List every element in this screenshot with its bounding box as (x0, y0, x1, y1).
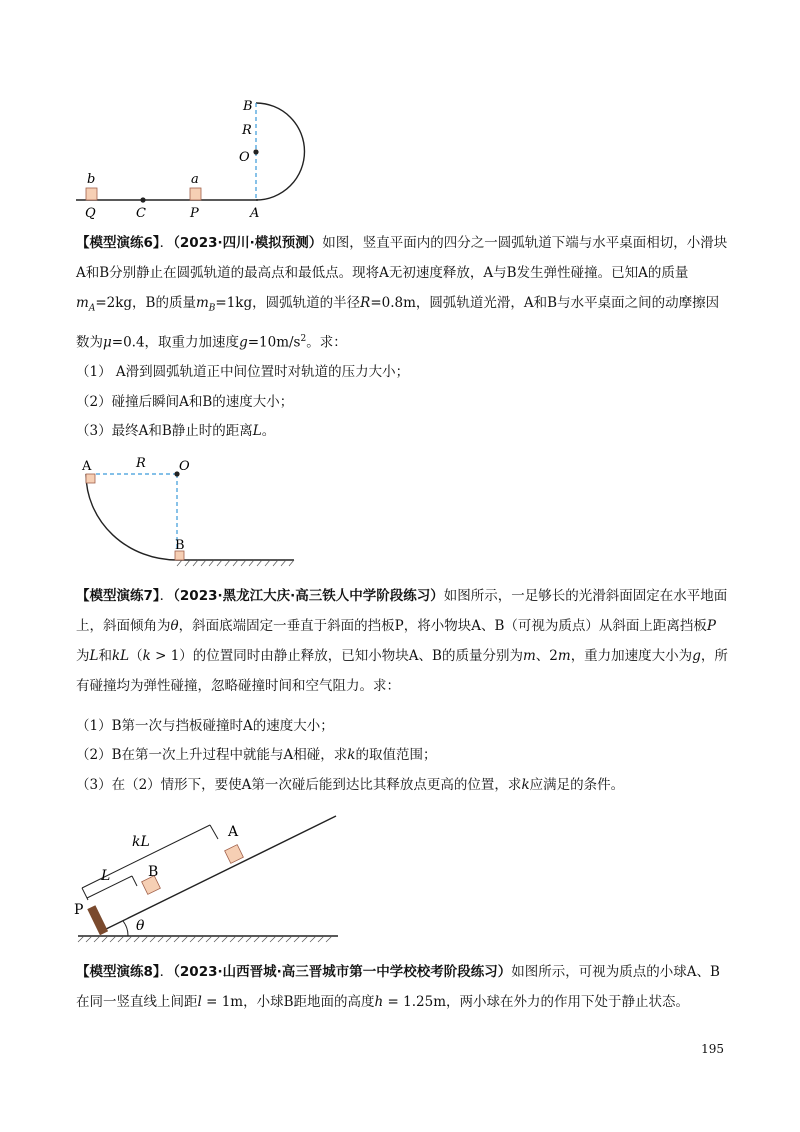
label-kl: kL (132, 834, 150, 850)
label-c: C (136, 206, 146, 221)
exercise-8-source: （2023·山西晋城·高三晋城市第一中学校校考阶段练习） (173, 964, 512, 980)
label-o: O (239, 150, 250, 165)
exercise-8-paragraph: 【模型演练8】．（2023·山西晋城·高三晋城市第一中学校校考阶段练习）如图所示，可视为质点的小球A、B在同一竖直线上间距l = 1m，小球B距地面的高度h = 1.25m，两小球在外力的作用下处于静止状态。 (76, 964, 720, 1010)
block-a (225, 845, 244, 864)
page-number: 195 (701, 1042, 724, 1056)
exercise-7-source: （2023·黑龙江大庆·高三铁人中学阶段练习） (173, 588, 444, 604)
center-point-o (253, 149, 258, 154)
point-c (140, 197, 145, 202)
exercise-8-tag: 【模型演练8】 (76, 964, 160, 980)
table-hatching (177, 560, 294, 566)
figure-quarter-arc (76, 450, 306, 570)
label-theta: θ (136, 918, 145, 934)
label-r: R (136, 456, 146, 471)
exercise-7-question-2: （2）B在第一次上升过程中就能与A相碰，求k的取值范围； (76, 747, 437, 763)
label-l: L (101, 868, 111, 884)
exercise-7-paragraph: 【模型演练7】．（2023·黑龙江大庆·高三铁人中学阶段练习）如图所示，一足够长的光滑斜面固定在水平地面上，斜面倾角为θ，斜面底端固定一垂直于斜面的挡板P，将小物块A、B（可视为质点）从斜面上距离挡板P为L和kL（k > 1）的位置同时由静止释放，已知小物块A、B的质量分别为m、2m，重力加速度大小为g，所有碰撞均为弹性碰撞，忽略碰撞时间和空气阻力。求： (76, 588, 728, 694)
label-b-lower: b (87, 172, 96, 187)
figure-track-diagram (70, 94, 330, 224)
label-b: B (148, 864, 159, 880)
label-top-b: B (243, 99, 253, 114)
exercise-6-question-3: （3）最终A和B静止时的距离L。 (76, 423, 276, 439)
label-p: P (190, 206, 199, 221)
figure-incline (70, 810, 350, 945)
block-a (190, 188, 201, 200)
label-b: B (175, 538, 185, 553)
quarter-arc-track (86, 474, 177, 560)
label-o: O (179, 459, 190, 474)
semicircle-track (256, 103, 304, 200)
block-a (86, 474, 95, 483)
ground-hatching (78, 936, 332, 942)
label-a-lower: a (191, 172, 199, 187)
exercise-6-tag: 【模型演练6】 (76, 235, 160, 251)
exercise-6-question-2: （2）碰撞后瞬间A和B的速度大小； (76, 394, 294, 410)
label-q: Q (85, 206, 96, 221)
exercise-7-tag: 【模型演练7】 (76, 588, 160, 604)
barrier-plate-p (87, 905, 108, 935)
block-b (86, 188, 97, 200)
exercise-7-question-3: （3）在（2）情形下，要使A第一次碰后能到达比其释放点更高的位置，求k应满足的条件。 (76, 777, 625, 793)
exercise-6-question-1: （1） A滑到圆弧轨道正中间位置时对轨道的压力大小； (76, 364, 410, 380)
angle-arc (123, 921, 128, 936)
exercise-7-question-1: （1）B第一次与挡板碰撞时A的速度大小； (76, 718, 334, 734)
exercise-6-paragraph: 【模型演练6】．（2023·四川·模拟预测）如图，竖直平面内的四分之一圆弧轨道下端与水平桌面相切，小滑块A和B分别静止在圆弧轨道的最高点和最低点。现将A无初速度释放，A与B发生弹性碰撞。已知A的质量$m_A=2kg$，B的质量$m_B=1kg$，圆弧轨道的半径R=0.8m，圆弧轨道光滑，A和B与水平桌面之间的动摩擦因数为μ=0.4，取重力加速度$g=10m/s^2$。求： (76, 235, 728, 351)
exercise-6-source: （2023·四川·模拟预测） (173, 235, 323, 251)
label-p: P (74, 902, 84, 918)
label-r: R (242, 123, 252, 138)
l-end-tick (132, 876, 137, 886)
kl-end-tick (210, 825, 218, 839)
label-a-bottom: A (250, 206, 260, 221)
label-a: A (228, 824, 239, 840)
label-a: A (82, 459, 92, 474)
